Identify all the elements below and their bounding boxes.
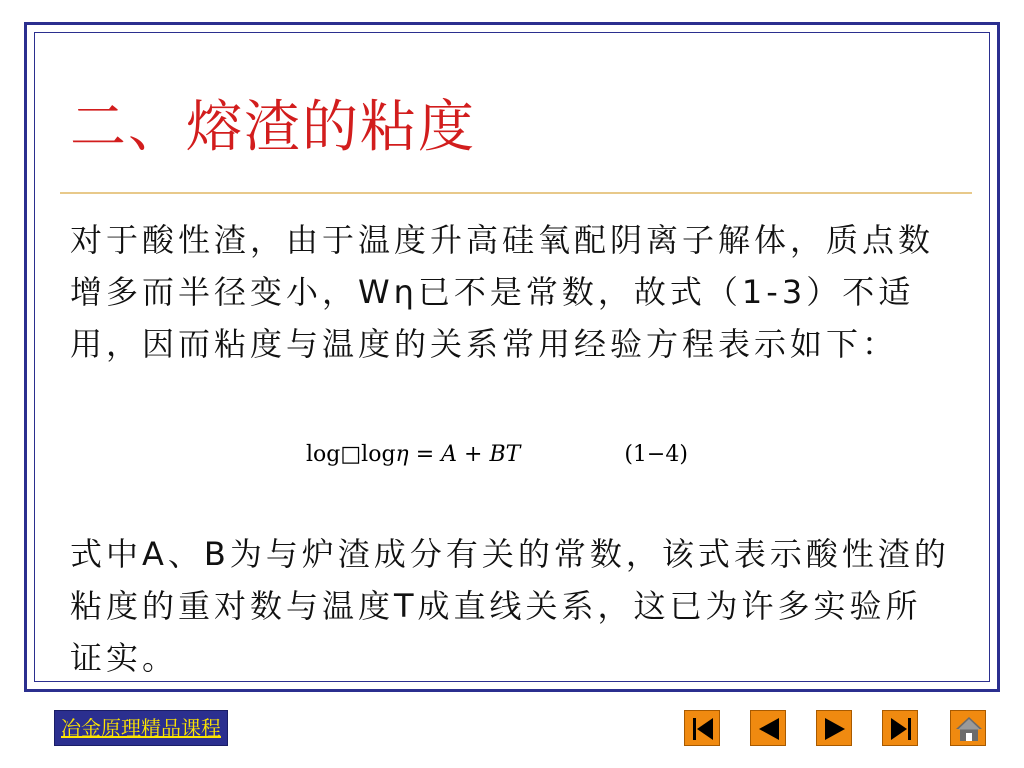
previous-slide-button[interactable] (750, 710, 786, 746)
skip-to-end-icon (883, 711, 919, 747)
skip-to-start-icon (685, 711, 721, 747)
next-slide-button[interactable] (816, 710, 852, 746)
formula-box-char: □ (340, 442, 362, 467)
formula-log-prefix: log (306, 442, 341, 467)
slide-title: 二、熔渣的粘度 (70, 95, 476, 160)
formula-eta: η (395, 442, 409, 467)
viscosity-formula (306, 442, 688, 467)
paragraph-2: 式中A、B为与炉渣成分有关的常数，该式表示酸性渣的粘度的重对数与温度T成直线关系，这已为许多实验所证实。 (70, 535, 950, 677)
formula-equals: = (408, 442, 442, 467)
formula-rhs: A + BT (441, 442, 521, 467)
home-button[interactable] (950, 710, 986, 746)
triangle-right-icon (817, 711, 853, 747)
last-slide-button[interactable] (882, 710, 918, 746)
paragraph-1: 对于酸性渣，由于温度升高硅氧配阴离子解体，质点数增多而半径变小，Wη已不是常数，故式（1-3）不适用，因而粘度与温度的关系常用经验方程表示如下： (70, 221, 935, 363)
triangle-left-icon (751, 711, 787, 747)
title-divider (60, 192, 972, 194)
course-link[interactable]: 冶金原理精品课程 (54, 710, 228, 746)
home-icon (951, 711, 987, 747)
formula-log: log (361, 442, 396, 467)
first-slide-button[interactable] (684, 710, 720, 746)
formula-number: (1−4) (624, 442, 688, 467)
